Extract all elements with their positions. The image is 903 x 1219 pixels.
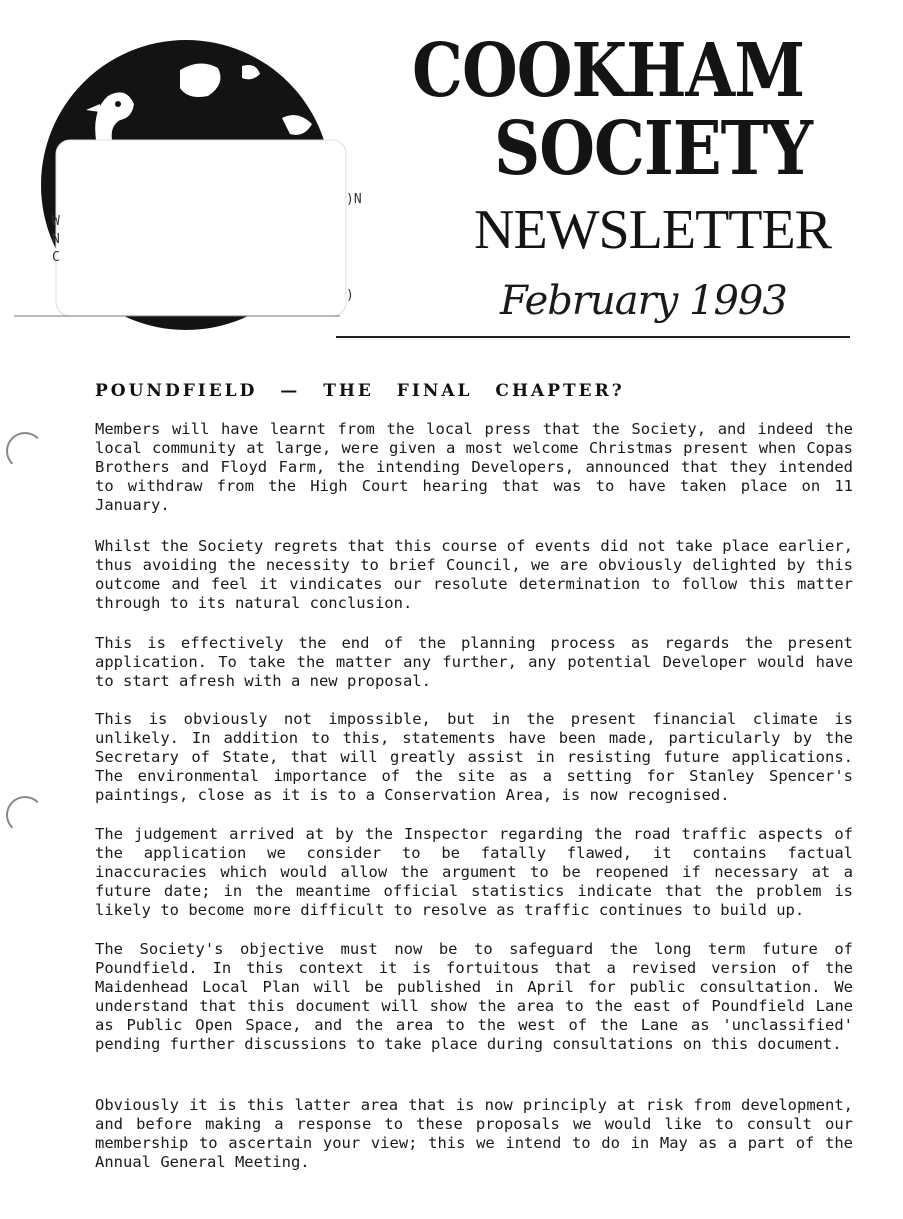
article-paragraph: Obviously it is this latter area that is now principly at risk from development, and before making a response to these proposals we would like to consult our membership to ascertain your view; this we intend to do in May as a part of the Annual General Meeting.	[95, 1096, 853, 1171]
label-fragment: )	[346, 288, 354, 303]
masthead-newsletter: NEWSLETTER	[474, 199, 832, 261]
article-paragraph: This is obviously not impossible, but in the present financial climate is unlikely. In addition to this, statements have been made, particularly by the Secretary of State, that will greatly assist in resisting future applications. The environmental importance of the site as a setting for Stanley Spencer's paintings, close as it is to a Conservation Area, is now recognised.	[95, 710, 853, 804]
label-fragment: W	[52, 214, 60, 229]
article-paragraph: Whilst the Society regrets that this course of events did not take place earlier, thus avoiding the necessity to brief Council, we are obviously delighted by this outcome and feel it vindicates our resolute determination to follow this matter through to its natural conclusion.	[95, 537, 853, 612]
article-paragraph: The Society's objective must now be to safeguard the long term future of Poundfield. In this context it is fortuitous that a revised version of the Maidenhead Local Plan will be published in April for public consultation. We understand that this document will show the area to the east of Poundfield Lane as Public Open Space, and the area to the west of the Lane as 'unclassified' pending further discussions to take place during consultations on this document.	[95, 940, 853, 1053]
punch-hole-mark	[6, 796, 44, 834]
punch-hole-mark	[6, 432, 44, 470]
article-headline: POUNDFIELD — THE FINAL CHAPTER?	[95, 381, 625, 401]
label-fragment: C	[52, 250, 60, 265]
article-paragraph: This is effectively the end of the planning process as regards the present application. To take the matter any further, any potential Developer would have to start afresh with a new proposal.	[95, 634, 853, 690]
article-paragraph: The judgement arrived at by the Inspector regarding the road traffic aspects of the application we consider to be fatally flawed, it contains factual inaccuracies which would allow the argument to be reopened if necessary at a future date; in the meantime official statistics indicate that the problem is likely to become more difficult to resolve as traffic continues to build up.	[95, 825, 853, 919]
swan-logo	[0, 0, 360, 340]
masthead-cookham: COOKHAM	[412, 28, 805, 115]
header-divider	[336, 336, 850, 338]
label-fragment: N	[52, 232, 60, 247]
label-fragment: )N	[346, 192, 362, 207]
masthead-society: SOCIETY	[494, 106, 812, 193]
article-paragraph: Members will have learnt from the local press that the Society, and indeed the local community at large, were given a most welcome Christmas present when Copas Brothers and Floyd Farm, the intending Developers, announced that they intended to withdraw from the High Court hearing that was to have taken place on 11 January.	[95, 420, 853, 514]
issue-date: February 1993	[500, 278, 787, 324]
